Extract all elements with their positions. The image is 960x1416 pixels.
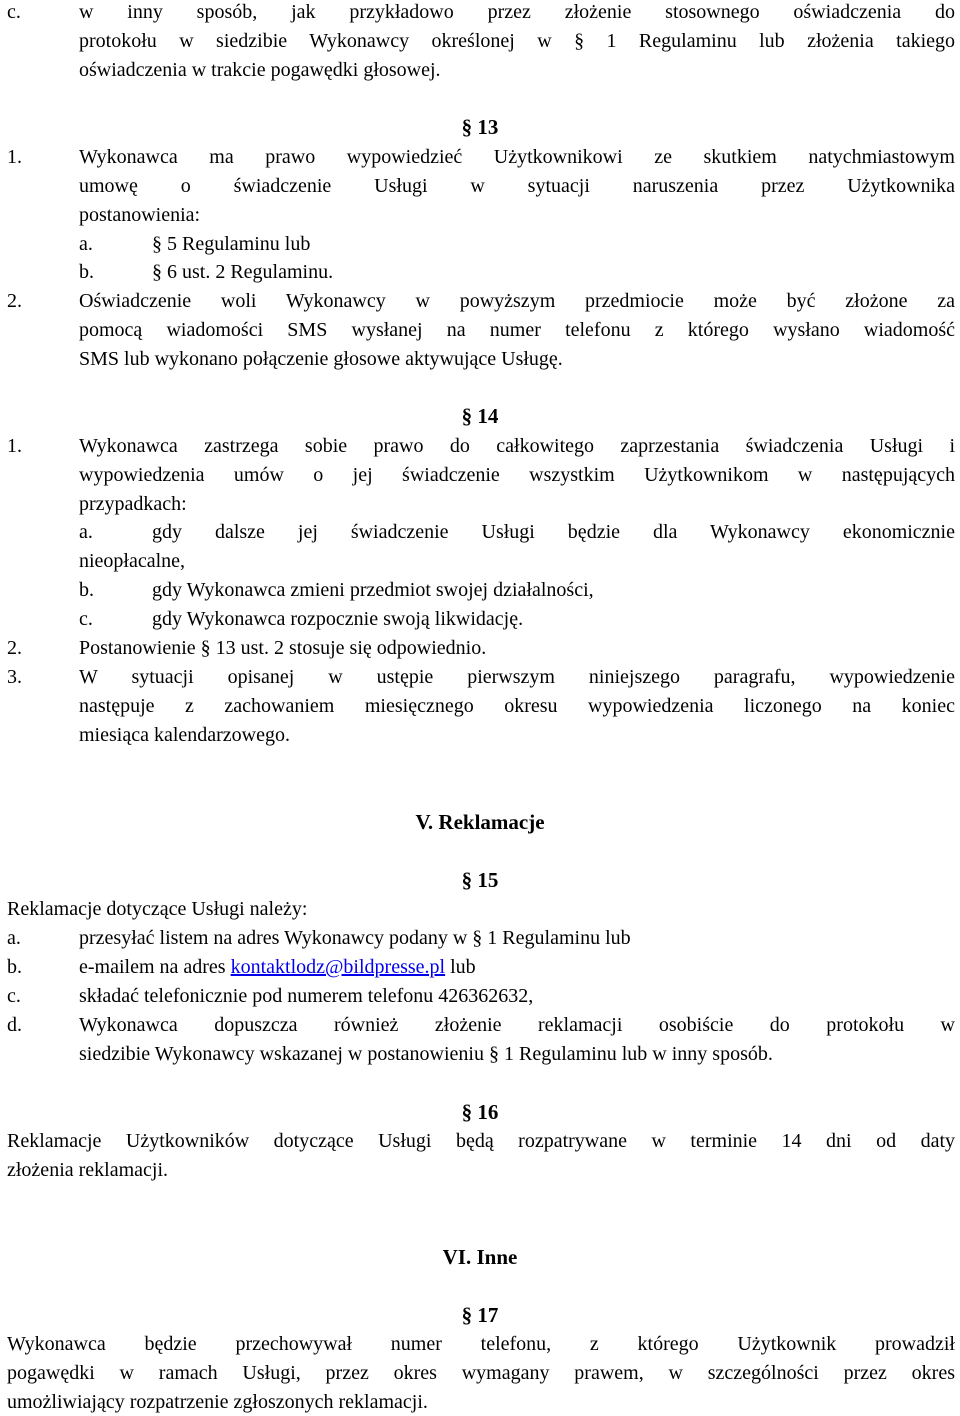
paragraph-line: gdy dalsze jej świadczenie Usługi będzie dla Wykonawcy ekonomicznie [152, 521, 955, 543]
list-label: c. [7, 1, 21, 23]
section-heading: § 16 [461, 1100, 499, 1124]
section-heading: § 14 [461, 404, 499, 428]
paragraph-line: nieopłacalne, [79, 550, 186, 572]
list-item: przesyłać listem na adres Wykonawcy podany w § 1 Regulaminu lub [79, 927, 631, 949]
list-item: składać telefonicznie pod numerem telefonu 426362632, [79, 985, 534, 1007]
paragraph-line: Oświadczenie woli Wykonawcy w powyższym przedmiocie może być złożone za [79, 290, 955, 312]
email-link[interactable]: kontaktlodz@bildpresse.pl [230, 956, 446, 978]
paragraph-line: umowę o świadczenie Usługi w sytuacji naruszenia przez Użytkownika [79, 175, 955, 197]
list-label: b. [79, 579, 94, 601]
chapter-title: VI. Inne [442, 1245, 518, 1269]
chapter-title: V. Reklamacje [415, 810, 545, 834]
list-label: a. [7, 927, 21, 949]
list-label: c. [7, 985, 21, 1007]
list-item: Postanowienie § 13 ust. 2 stosuje się odpowiednio. [79, 637, 487, 659]
section-heading: § 17 [461, 1303, 499, 1327]
paragraph-line: przypadkach: [79, 493, 187, 515]
list-label: c. [79, 608, 93, 630]
paragraph-line: miesiąca kalendarzowego. [79, 724, 291, 746]
paragraph-line: protokołu w siedzibie Wykonawcy określonej w § 1 Regulaminu lub złożenia takiego [79, 30, 955, 52]
list-label: a. [79, 521, 93, 543]
list-label: 3. [7, 666, 22, 688]
paragraph-line: Wykonawca dopuszcza również złożenie reklamacji osobiście do protokołu w [79, 1014, 955, 1036]
email-suffix: lub [450, 956, 476, 978]
list-item: § 6 ust. 2 Regulaminu. [152, 261, 334, 283]
list-label: 2. [7, 637, 22, 659]
paragraph-line: pogawędki w ramach Usługi, przez okres wymagany prawem, w szczególności przez okres [7, 1362, 955, 1384]
paragraph-line: oświadczenia w trakcie pogawędki głosowej. [79, 59, 441, 81]
list-label: a. [79, 233, 93, 255]
list-label: b. [7, 956, 22, 978]
paragraph-line: siedzibie Wykonawcy wskazanej w postanowieniu § 1 Regulaminu lub w inny sposób. [79, 1043, 773, 1065]
paragraph-line: Reklamacje Użytkowników dotyczące Usługi będą rozpatrywane w terminie 14 dni od daty [7, 1130, 955, 1152]
paragraph-line: umożliwiający rozpatrzenie zgłoszonych reklamacji. [7, 1391, 428, 1413]
paragraph-line: Wykonawca będzie przechowywał numer telefonu, z którego Użytkownik prowadził [7, 1333, 955, 1355]
paragraph-line: pomocą wiadomości SMS wysłanej na numer telefonu z którego wysłano wiadomość [79, 319, 955, 341]
list-label: 2. [7, 290, 22, 312]
paragraph-line: Reklamacje dotyczące Usługi należy: [7, 898, 308, 920]
section-heading: § 15 [461, 868, 499, 892]
paragraph-line: W sytuacji opisanej w ustępie pierwszym niniejszego paragrafu, wypowiedzenie [79, 666, 955, 688]
paragraph-line: złożenia reklamacji. [7, 1159, 169, 1181]
paragraph-line: Wykonawca zastrzega sobie prawo do całkowitego zaprzestania świadczenia Usługi i [79, 435, 955, 457]
list-label: b. [79, 261, 94, 283]
paragraph-line: w inny sposób, jak przykładowo przez złożenie stosownego oświadczenia do [79, 1, 955, 23]
paragraph-line: wypowiedzenia umów o jej świadczenie wszystkim Użytkownikom w następujących [79, 464, 955, 486]
section-heading: § 13 [461, 115, 499, 139]
list-item: § 5 Regulaminu lub [152, 233, 311, 255]
list-item: gdy Wykonawca rozpocznie swoją likwidację. [152, 608, 524, 630]
list-label: 1. [7, 146, 22, 168]
paragraph-line: SMS lub wykonano połączenie głosowe aktywujące Usługę. [79, 348, 563, 370]
list-label: 1. [7, 435, 22, 457]
list-label: d. [7, 1014, 22, 1036]
list-item [79, 955, 476, 979]
email-prefix: e-mailem na adres [79, 956, 226, 978]
list-item: gdy Wykonawca zmieni przedmiot swojej działalności, [152, 579, 594, 601]
paragraph-line: następuje z zachowaniem miesięcznego okresu wypowiedzenia liczonego na koniec [79, 695, 955, 717]
paragraph-line: Wykonawca ma prawo wypowiedzieć Użytkownikowi ze skutkiem natychmiastowym [79, 146, 955, 168]
paragraph-line: postanowienia: [79, 204, 201, 226]
